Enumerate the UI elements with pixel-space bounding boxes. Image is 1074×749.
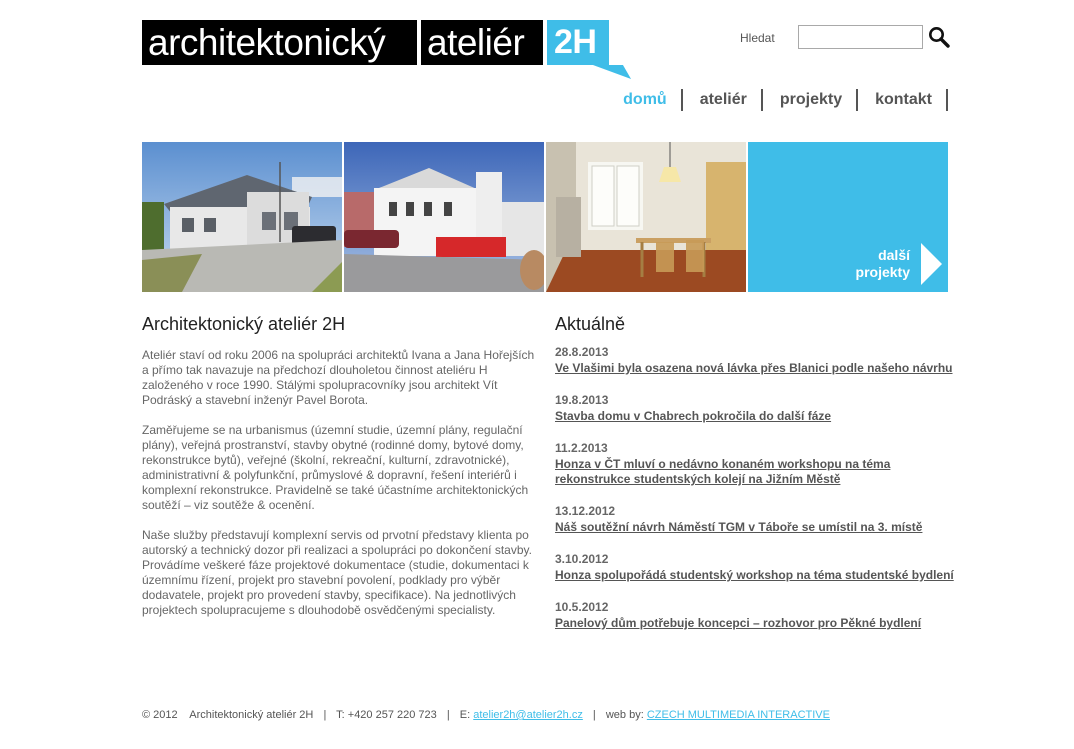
arrow-right-icon [921, 243, 942, 285]
news-item [555, 345, 955, 376]
footer-separator: | [592, 709, 596, 721]
nav-item-projekty[interactable]: projekty [763, 89, 858, 111]
about-title: Architektonický ateliér 2H [142, 314, 346, 334]
news-date: 19.8.2013 [555, 393, 609, 407]
project-photo-fire-station[interactable] [344, 142, 544, 292]
news-link[interactable]: Honza spolupořádá studentský workshop na téma studentské bydlení [555, 568, 954, 582]
project-banner [142, 142, 948, 292]
main-nav [623, 89, 948, 111]
footer-separator: | [446, 709, 450, 721]
news-date: 3.10.2012 [555, 552, 609, 566]
footer-copyright: © 2012 [142, 709, 178, 721]
news-date: 11.2.2013 [555, 441, 608, 455]
news-link[interactable]: Stavba domu v Chabrech pokročila do další fáze [555, 409, 832, 423]
project-photo-family-house[interactable] [142, 142, 342, 292]
news-link[interactable]: Ve Vlašimi byla osazena nová lávka přes Blanici podle našeho návrhu [555, 361, 953, 375]
search-label: Hledat [740, 31, 775, 45]
footer [142, 709, 830, 721]
more-projects-label: další projekty [855, 247, 910, 280]
about-section [142, 314, 537, 633]
footer-webby-prefix: web by: [605, 709, 644, 721]
footer-webby-link[interactable]: CZECH MULTIMEDIA INTERACTIVE [646, 709, 830, 721]
nav-item-domu[interactable]: domů [623, 89, 683, 111]
news-link[interactable]: Honza v ČT mluví o nedávno konaném workshopu na téma rekonstrukce studentských kolejí na Jižním Městě [555, 457, 891, 486]
news-title: Aktuálně [555, 314, 626, 334]
news-date: 10.5.2012 [555, 600, 609, 614]
footer-email-link[interactable]: atelier2h@atelier2h.cz [473, 709, 583, 721]
news-link[interactable]: Náš soutěžní návrh Náměstí TGM v Táboře se umístil na 3. místě [555, 520, 923, 534]
footer-separator: | [323, 709, 327, 721]
logo-speech-tail [593, 65, 631, 79]
more-projects-button[interactable] [748, 142, 948, 292]
news-item [555, 552, 955, 583]
about-paragraph: Ateliér staví od roku 2006 na spolupráci architektů Ivana a Jana Hořejších a přímo tak navazuje na předchozí dlouholetou činnost ateliéru H založeného v roce 1990. Stálými spolupracovníky jsou architekt Vít Podráský a stavební inženýr Pavel Borota. [142, 348, 535, 407]
about-paragraph: Naše služby představují komplexní servis od prvotní představy klienta po autorský a technický dozor při realizaci a spolupráci po dokončení stavby. Provádíme veškeré fáze projektové dokumentace (studie, dokumentaci k územnímu řízení, projekt pro stavební povolení, podklady pro výběr dodavatele, projekt pro provedení stavby, specifikace). Na jednotlivých projektech spolupracujeme s dlouhodobě osvědčenými specialisty. [142, 528, 532, 617]
logo-word-atelier: ateliér [421, 20, 543, 65]
news-date: 13.12.2012 [555, 504, 616, 518]
about-paragraph: Zaměřujeme se na urbanismus (územní studie, územní plány, regulační plány), veřejná prostranství, stavby obytné (rodinné domy, bytové domy, rekonstrukce bytů), veřejné (školní, rekreační, kulturní, zdravotnické), administrativní & polyfunkční, průmyslové & dopravní, řešení interiérů i komplexní rekonstrukce. Pravidelně se také účastníme architektonických soutěží – viz soutěže & ocenění. [142, 423, 529, 512]
news-date: 28.8.2013 [555, 345, 609, 359]
footer-email-prefix: E: [459, 709, 471, 721]
news-section [555, 314, 955, 648]
news-item [555, 393, 955, 424]
search-input[interactable] [798, 25, 923, 49]
project-photo-interior[interactable] [546, 142, 746, 292]
nav-item-kontakt[interactable]: kontakt [858, 89, 948, 111]
logo-word-2h: 2H [547, 20, 609, 65]
nav-item-atelier[interactable]: ateliér [683, 89, 763, 111]
footer-phone: T: +420 257 220 723 [336, 709, 437, 721]
news-item [555, 504, 955, 535]
news-link[interactable]: Panelový dům potřebuje koncepci – rozhovor pro Pěkné bydlení [555, 616, 922, 630]
news-item [555, 441, 955, 487]
news-item [555, 600, 955, 631]
footer-company: Architektonický ateliér 2H [189, 709, 314, 721]
logo-word-architektonicky: architektonický [142, 20, 417, 65]
search-icon[interactable] [928, 26, 950, 48]
